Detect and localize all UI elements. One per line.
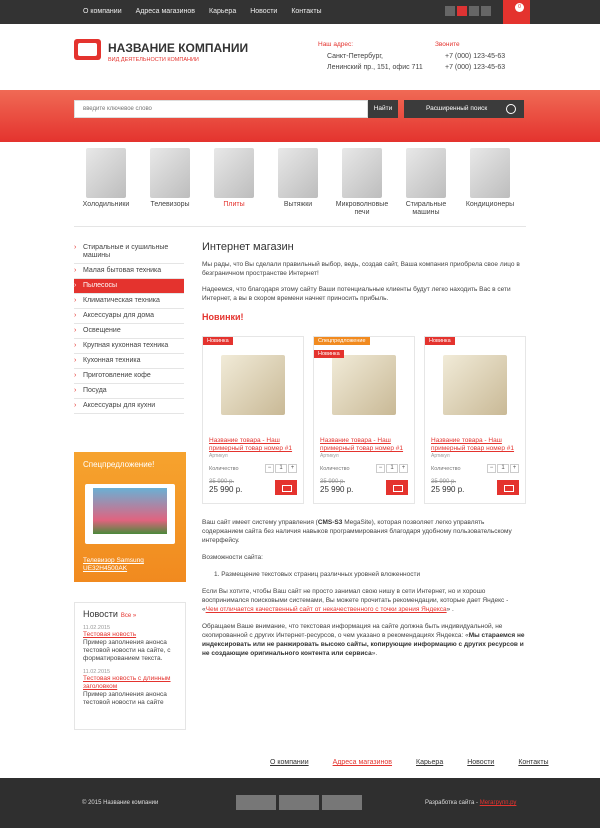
washer-icon: [406, 148, 446, 198]
price: 25 990 р.: [209, 485, 243, 494]
bottomnav-stores[interactable]: Адреса магазинов: [332, 759, 393, 766]
content-text: [202, 518, 526, 666]
sidebar-item[interactable]: › Крупная кухонная техника: [74, 339, 184, 354]
sidebar-item[interactable]: › Малая бытовая техника: [74, 264, 184, 279]
news-item-text: Пример заполнения анонса тестовой новости на сайте: [83, 691, 167, 706]
price: 25 990 р.: [431, 485, 465, 494]
quantity-row: [209, 464, 297, 473]
news-item-text: Пример заполнения анонса тестовой новости на сайте, с форматированием текста.: [83, 639, 171, 662]
category-label: Холодильники: [82, 201, 130, 208]
product-article: Артикул: [209, 453, 228, 459]
special-offer-box: [74, 452, 186, 582]
new-badge: Новинка: [314, 350, 344, 358]
counter-badge[interactable]: [322, 795, 362, 810]
topnav-career[interactable]: Карьера: [209, 8, 237, 15]
topnav-news[interactable]: Новости: [250, 8, 278, 15]
search-button[interactable]: Найти: [368, 100, 398, 118]
main-content: [202, 241, 526, 322]
footer: [0, 778, 600, 828]
twitter-icon[interactable]: [481, 6, 491, 16]
microwave-icon: [342, 148, 382, 198]
address-line-2: Ленинский пр., 151, офис 711: [327, 64, 423, 71]
add-to-cart-button[interactable]: [497, 480, 519, 495]
company-tagline: ВИД ДЕЯТЕЛЬНОСТИ КОМПАНИИ: [108, 57, 199, 63]
quantity-label: Количество: [320, 465, 350, 472]
yandex-link[interactable]: Чем отличается качественный сайт от некачественного с точки зрения Яндекса: [205, 606, 447, 613]
add-to-cart-button[interactable]: [386, 480, 408, 495]
product-name-link[interactable]: Название товара - Наш примерный товар номер #1: [320, 437, 404, 452]
tv-icon: [150, 148, 190, 198]
fridge-icon: [86, 148, 126, 198]
product-box-image[interactable]: [332, 355, 396, 415]
text-span: » .: [446, 606, 454, 613]
quantity-stepper[interactable]: [376, 464, 408, 473]
quantity-label: Количество: [209, 465, 239, 472]
news-box: [74, 602, 186, 730]
product-article: Артикул: [431, 453, 450, 459]
news-date: 11.02.2015: [83, 625, 111, 631]
topnav-stores[interactable]: Адреса магазинов: [135, 8, 196, 15]
developer-credit: [425, 800, 516, 806]
new-products-heading: Новинки!: [202, 312, 244, 322]
cart-count-badge: 0: [515, 3, 524, 12]
page-title: Интернет магазин: [202, 241, 294, 253]
price: 25 990 р.: [320, 485, 354, 494]
category-label: Плиты: [223, 201, 245, 208]
category-washers[interactable]: [394, 142, 458, 217]
search-field[interactable]: [74, 100, 368, 118]
hood-icon: [278, 148, 318, 198]
tv-screen-image: [93, 488, 167, 534]
product-grid: [202, 336, 526, 504]
phone-label: Звоните: [435, 41, 460, 48]
topnav-about[interactable]: О компании: [83, 8, 122, 15]
product-card: [202, 336, 304, 504]
feature-list-item: 1. Размещение текстовых страниц различных уровней вложенности: [214, 571, 421, 578]
plus-button[interactable]: +: [510, 464, 519, 473]
phone-2: +7 (000) 123-45-63: [445, 64, 506, 71]
product-name-link[interactable]: Название товара - Наш примерный товар номер #1: [209, 437, 293, 452]
product-article: Артикул: [320, 453, 339, 459]
sidebar-item[interactable]: › Приготовление кофе: [74, 369, 184, 384]
social-links: [445, 6, 491, 16]
quantity-stepper[interactable]: [487, 464, 519, 473]
quote-bold: Мы стараемся не индексировать или не ранжировать высоко сайты, копирующие информацию с других ресурсов и не создающие оригинального контента или сервиса: [202, 632, 525, 657]
sidebar-item[interactable]: › Освещение: [74, 324, 184, 339]
news-item-title[interactable]: Тестовая новость: [83, 631, 137, 638]
features-label: Возможности сайта:: [202, 554, 263, 561]
sidebar-item[interactable]: › Стиральные и сушильные машины: [74, 241, 184, 264]
phone-1: +7 (000) 123-45-63: [445, 53, 506, 60]
minus-button[interactable]: −: [376, 464, 385, 473]
quantity-value[interactable]: 1: [275, 464, 287, 473]
plus-button[interactable]: +: [399, 464, 408, 473]
product-card: [313, 336, 415, 504]
text-span: Если Вы хотите, чтобы Ваш сайт не просто занимал свою нишу в сети Интернет, но и хорошо воспринимался поисковыми системами, Вы можете прочитать рекомендации, которые дает Яндекс - «: [202, 588, 509, 613]
bottomnav-career[interactable]: Карьера: [416, 759, 444, 766]
category-hoods[interactable]: [266, 142, 330, 209]
ok-icon[interactable]: [469, 6, 479, 16]
minus-button[interactable]: −: [265, 464, 274, 473]
vk-icon[interactable]: [445, 6, 455, 16]
advanced-search-label: Расширенный поиск: [426, 105, 488, 112]
advanced-search-toggle[interactable]: [404, 100, 524, 118]
intro-paragraph-2: Надеемся, что благодаря этому сайту Ваши потенциальные клиенты будут легко находить Вас в сети Интернет, а вы в скором времени начнет приносить прибыль.: [202, 286, 511, 302]
quantity-value[interactable]: 1: [386, 464, 398, 473]
product-card: [424, 336, 526, 504]
new-badge: Новинка: [203, 337, 233, 345]
developer-link[interactable]: Мегагрупп.ру: [479, 800, 517, 806]
plus-button[interactable]: +: [288, 464, 297, 473]
category-stoves[interactable]: [202, 142, 266, 209]
sidebar-item-active[interactable]: › Пылесосы: [74, 279, 184, 294]
old-price: 35 990 р.: [431, 479, 457, 485]
sidebar-item[interactable]: › Аксессуары для дома: [74, 309, 184, 324]
sidebar-item[interactable]: › Посуда: [74, 384, 184, 399]
sidebar-item[interactable]: › Аксессуары для кухни: [74, 399, 184, 414]
category-label: Микроволновые печи: [335, 201, 389, 216]
category-label: Стиральные машины: [405, 201, 447, 216]
quantity-label: Количество: [431, 465, 461, 472]
category-row: [74, 142, 524, 225]
bottom-nav: [270, 759, 573, 766]
address-line-1: Санкт-Петербург,: [327, 53, 383, 60]
text-span: Обращаем Ваше внимание, что текстовая информация на сайте должна быть индивидуальной, не скопированной с других Интернет-ресурсов, о чем указано в рекомендациях Яндекса: «: [202, 623, 503, 639]
news-all-link[interactable]: Все »: [120, 613, 137, 619]
divider: [74, 226, 526, 227]
news-date: 11.02.2015: [83, 669, 111, 675]
special-badge: Спецпредложение: [314, 337, 370, 345]
topnav-contacts[interactable]: Контакты: [291, 8, 322, 15]
phone-value: [445, 51, 505, 73]
special-product-link[interactable]: Телевизор Samsung UE32H4500AK: [83, 557, 144, 572]
air-conditioner-icon: [470, 148, 510, 198]
text-span: MegaSite), которая позволяет легко управлять содержанием сайта без наличия навыков программирования благодаря удобному пользовательскому интерфейсу.: [202, 519, 512, 544]
bottomnav-news[interactable]: Новости: [467, 759, 495, 766]
yandex-paragraph: [202, 587, 526, 614]
old-price: 35 990 р.: [209, 479, 235, 485]
cart-button[interactable]: [503, 0, 530, 24]
special-offer-title: Спецпредложение!: [83, 460, 155, 469]
category-microwaves[interactable]: [330, 142, 394, 217]
news-item-title[interactable]: Тестовая новость с длинным заголовком: [83, 675, 171, 690]
sidebar-item[interactable]: › Кухонная техника: [74, 354, 184, 369]
category-conditioners[interactable]: [458, 142, 522, 209]
add-to-cart-button[interactable]: [275, 480, 297, 495]
bottomnav-contacts[interactable]: Контакты: [518, 759, 549, 766]
category-label: Телевизоры: [150, 201, 190, 208]
category-tvs[interactable]: [138, 142, 202, 209]
cms-name: CMS-S3: [317, 519, 343, 526]
category-label: Кондиционеры: [465, 201, 515, 208]
quantity-row: [320, 464, 408, 473]
sidebar-menu: [74, 241, 184, 414]
stove-icon: [214, 148, 254, 198]
quantity-row: [431, 464, 519, 473]
counters: [236, 795, 362, 810]
new-badge: Новинка: [425, 337, 455, 345]
special-product-image[interactable]: [85, 484, 175, 544]
minus-button[interactable]: −: [487, 464, 496, 473]
header: [0, 24, 600, 90]
quantity-value[interactable]: 1: [497, 464, 509, 473]
address-label: Наш адрес:: [318, 41, 354, 48]
category-label: Вытяжки: [283, 201, 313, 208]
product-name-link[interactable]: Название товара - Наш примерный товар номер #1: [431, 437, 515, 452]
tv-logo-icon[interactable]: [74, 39, 101, 60]
counter-badge[interactable]: [279, 795, 319, 810]
intro-paragraph: Мы рады, что Вы сделали правильный выбор, ведь, создав сайт, Ваша компания приобрела свое лицо в безграничном пространстве Интернет!: [202, 261, 520, 277]
search-input[interactable]: [75, 101, 367, 117]
chevron-down-icon: [506, 104, 516, 114]
facebook-icon[interactable]: [457, 6, 467, 16]
top-bar: [0, 0, 600, 24]
sidebar-item[interactable]: › Климатическая техника: [74, 294, 184, 309]
news-title: Новости: [83, 609, 118, 619]
quantity-stepper[interactable]: [265, 464, 297, 473]
notice-paragraph: [202, 622, 526, 658]
bottomnav-about[interactable]: О компании: [270, 759, 309, 766]
developer-label: Разработка сайта -: [425, 800, 480, 806]
text-span: ».: [371, 650, 378, 657]
old-price: 35 990 р.: [320, 479, 346, 485]
top-nav: [76, 0, 329, 24]
company-name[interactable]: НАЗВАНИЕ КОМПАНИИ: [108, 41, 249, 55]
text-span: Ваш сайт имеет систему управления (: [202, 519, 318, 526]
cms-paragraph: [202, 518, 526, 545]
counter-badge[interactable]: [236, 795, 276, 810]
category-fridges[interactable]: [74, 142, 138, 209]
copyright: © 2015 Название компании: [82, 800, 159, 806]
product-box-image[interactable]: [221, 355, 285, 415]
product-box-image[interactable]: [443, 355, 507, 415]
address-value: [327, 51, 423, 73]
